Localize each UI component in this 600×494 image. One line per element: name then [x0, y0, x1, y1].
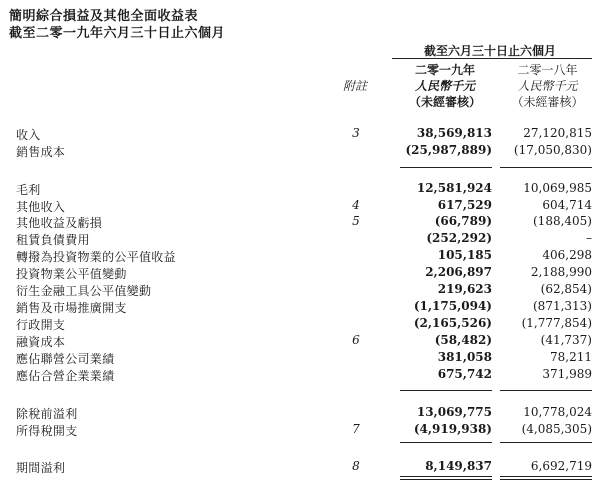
subtotal-rule-2018-gross — [500, 167, 592, 168]
row-label: 銷售成本 — [16, 145, 66, 159]
row-value-2019: 617,529 — [437, 198, 492, 212]
prior-year-header: 二零一八年 — [517, 63, 578, 77]
row-note: 6 — [352, 333, 360, 347]
row-label: 行政開支 — [16, 318, 66, 332]
row-label: 租賃負債費用 — [16, 233, 90, 247]
prior-audit-header: （未經審核） — [511, 95, 584, 109]
current-year-header: 二零一九年 — [414, 63, 475, 77]
row-note: 5 — [352, 214, 360, 228]
row-value-2019: 675,742 — [437, 367, 492, 381]
row-value-2019: 2,206,897 — [425, 265, 492, 279]
row-label: 應佔聯營公司業績 — [16, 352, 115, 366]
row-label: 其他收益及虧損 — [16, 216, 103, 230]
period-header: 截至六月三十日止六個月 — [423, 44, 556, 58]
row-value-2019: 13,069,775 — [416, 405, 492, 419]
row-label: 期間溢利 — [16, 461, 66, 475]
row-label: 除稅前溢利 — [16, 407, 78, 421]
row-value-2018: (1,777,854) — [521, 316, 592, 330]
row-label: 其他收入 — [16, 200, 66, 214]
row-value-2019: (1,175,094) — [413, 299, 492, 313]
row-value-2018: (871,313) — [533, 299, 592, 313]
row-note: 7 — [352, 422, 360, 436]
row-value-2019: (58,482) — [434, 333, 492, 347]
row-value-2018: 371,989 — [542, 367, 592, 381]
row-value-2019: 8,149,837 — [425, 459, 492, 473]
row-value-2019: 381,058 — [437, 350, 492, 364]
row-value-2018: 27,120,815 — [523, 126, 592, 140]
row-value-2019: (4,919,938) — [413, 422, 492, 436]
row-label: 轉撥為投資物業的公平值收益 — [16, 250, 176, 264]
current-audit-header: （未經審核） — [408, 95, 481, 109]
double-rule-2018-a — [500, 476, 592, 477]
subtotal-rule-2019-profit — [400, 442, 492, 443]
current-unit-header: 人民幣千元 — [414, 79, 475, 93]
subtotal-rule-2019-pretax — [400, 390, 492, 391]
row-note: 3 — [352, 126, 360, 140]
row-value-2019: 105,185 — [437, 248, 492, 262]
row-value-2019: (25,987,889) — [405, 143, 492, 157]
row-value-2019: (66,789) — [434, 214, 492, 228]
row-label: 應佔合營企業業績 — [16, 369, 115, 383]
row-label: 收入 — [16, 128, 41, 142]
double-rule-2019-a — [400, 476, 492, 477]
row-value-2019: (2,165,526) — [413, 316, 492, 330]
row-note: 4 — [352, 198, 360, 212]
row-value-2018: 2,188,990 — [530, 265, 592, 279]
row-value-2018: (62,854) — [540, 282, 592, 296]
row-value-2018: 10,069,985 — [523, 181, 592, 195]
row-value-2019: 12,581,924 — [416, 181, 492, 195]
note-column-header: 附註 — [343, 79, 368, 93]
prior-unit-header: 人民幣千元 — [517, 79, 578, 93]
row-value-2018: – — [586, 231, 592, 245]
period-header-underline — [392, 58, 592, 59]
double-rule-2018-b — [500, 479, 592, 480]
row-value-2018: (17,050,830) — [513, 143, 592, 157]
double-rule-2019-b — [400, 479, 492, 480]
row-label: 所得稅開支 — [16, 424, 78, 438]
row-label: 毛利 — [16, 183, 41, 197]
row-value-2019: (252,292) — [426, 231, 492, 245]
statement-subtitle: 截至二零一九年六月三十日止六個月 — [9, 26, 226, 41]
statement-title: 簡明綜合損益及其他全面收益表 — [9, 9, 199, 24]
row-value-2018: (188,405) — [533, 214, 592, 228]
row-label: 衍生金融工具公平值變動 — [16, 284, 152, 298]
row-note: 8 — [352, 459, 360, 473]
row-label: 投資物業公平值變動 — [16, 267, 127, 281]
row-value-2018: (41,737) — [540, 333, 592, 347]
row-value-2018: 604,714 — [542, 198, 592, 212]
row-value-2018: 78,211 — [550, 350, 592, 364]
subtotal-rule-2019-gross — [400, 167, 492, 168]
row-label: 銷售及市場推廣開支 — [16, 301, 127, 315]
row-label: 融資成本 — [16, 335, 66, 349]
row-value-2018: 6,692,719 — [530, 459, 592, 473]
row-value-2018: 406,298 — [542, 248, 592, 262]
row-value-2018: 10,778,024 — [523, 405, 592, 419]
row-value-2019: 38,569,813 — [416, 126, 492, 140]
row-value-2018: (4,085,305) — [521, 422, 592, 436]
row-value-2019: 219,623 — [437, 282, 492, 296]
subtotal-rule-2018-pretax — [500, 390, 592, 391]
subtotal-rule-2018-profit — [500, 442, 592, 443]
